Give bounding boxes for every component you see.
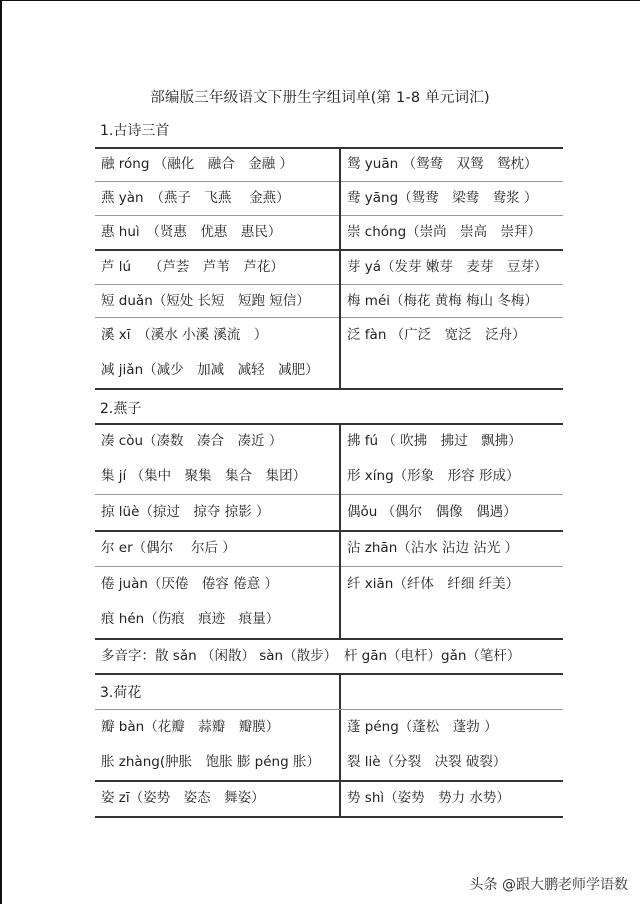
polyphonic-characters: 多音字：散 sǎn （闲散） sàn（散步） 杆 gān（电杆）gǎn（笔杆）: [101, 648, 521, 664]
vocab-entry: 姿 zī（姿势 姿态 舞姿）: [101, 790, 265, 806]
vocab-entry: 泛 fàn （广泛 宽泛 泛舟）: [347, 327, 526, 343]
row-divider: [95, 181, 563, 182]
section-heading-2: 2.燕子: [100, 401, 142, 417]
row-divider: [95, 494, 563, 495]
vocab-entry: 倦 juàn（厌倦 倦容 倦意 ）: [101, 576, 279, 592]
column-divider: [339, 673, 341, 818]
vocab-entry: 集 jí （集中 聚集 集合 集团）: [101, 468, 307, 484]
vocab-entry: 鸯 yāng（鸳鸯 梁鸯 鸯浆 ）: [347, 190, 538, 206]
vocab-entry: 蓬 péng（蓬松 蓬勃 ）: [347, 719, 498, 735]
vocab-entry: 鸳 yuān （鸳鸯 双鸳 鸳枕）: [347, 156, 538, 172]
vocab-entry: 沾 zhān（沾水 沾边 沾光 ）: [347, 540, 519, 556]
vocab-entry: 尔 er（偶尔 尔后 ）: [101, 540, 236, 556]
vocab-entry: 芽 yá（发芽 嫩芽 麦芽 豆芽）: [347, 259, 548, 275]
vocab-entry: 瓣 bàn（花瓣 蒜瓣 瓣膜）: [101, 719, 280, 735]
watermark: 头条 @跟大鹏老师学语数: [469, 877, 628, 893]
row-divider: [95, 780, 563, 782]
vocab-entry: 掠 lüè（掠过 掠夺 掠影 ）: [101, 504, 270, 520]
row-divider: [95, 215, 563, 216]
vocab-entry: 燕 yàn （燕子 飞燕 金燕）: [101, 190, 290, 206]
row-divider: [95, 284, 563, 285]
vocab-entry: 形 xíng（形象 形容 形成）: [347, 468, 520, 484]
table-border: [95, 423, 563, 425]
vocab-entry: 短 duǎn（短处 长短 短跑 短信）: [101, 293, 310, 309]
row-divider: [95, 530, 563, 532]
vocab-entry: 减 jiǎn（减少 加减 减轻 减肥）: [101, 362, 319, 378]
vocab-entry: 痕 hén（伤痕 痕迹 痕量）: [101, 611, 280, 627]
row-divider: [95, 673, 563, 675]
table-border: [95, 147, 563, 149]
vocab-entry: 纤 xiān（纤体 纤细 纤美）: [347, 576, 520, 592]
row-divider: [95, 566, 563, 567]
page-edge-top: [0, 0, 640, 1]
section-heading-3: 3.荷花: [100, 685, 142, 701]
column-divider: [339, 423, 341, 639]
vocab-entry: 溪 xī （溪水 小溪 溪流 ）: [101, 327, 268, 343]
vocab-entry: 势 shì（姿势 势力 水势）: [347, 790, 510, 806]
row-divider: [95, 249, 563, 251]
vocab-entry: 拂 fú （ 吹拂 拂过 飘拂）: [347, 433, 522, 449]
vocab-entry: 裂 liè（分裂 决裂 破裂）: [347, 754, 507, 770]
vocab-entry: 惠 huì （贤惠 优惠 惠民）: [101, 224, 282, 240]
vocab-entry: 凑 còu（凑数 凑合 凑近 ）: [101, 433, 283, 449]
row-divider: [95, 709, 563, 710]
column-divider: [339, 147, 341, 390]
document-title: 部编版三年级语文下册生字组词单(第 1-8 单元词汇): [150, 90, 490, 106]
vocab-entry: 偶ǒu （偶尔 偶像 偶遇）: [347, 504, 517, 520]
page-edge-left: [0, 0, 2, 904]
vocab-entry: 崇 chóng（崇尚 崇高 崇拜）: [347, 224, 542, 240]
vocab-entry: 胀 zhàng(肿胀 饱胀 膨 péng 胀）: [101, 754, 320, 770]
row-divider: [95, 317, 563, 318]
vocab-entry: 融 róng （融化 融合 金融 ）: [101, 156, 294, 172]
vocab-entry: 梅 méi（梅花 黄梅 梅山 冬梅）: [347, 293, 538, 309]
table-border: [95, 388, 563, 390]
section-heading-1: 1.古诗三首: [100, 123, 170, 139]
table-border: [95, 816, 563, 818]
vocab-entry: 芦 lú （芦荟 芦苇 芦花）: [101, 259, 284, 275]
row-divider: [95, 638, 563, 640]
